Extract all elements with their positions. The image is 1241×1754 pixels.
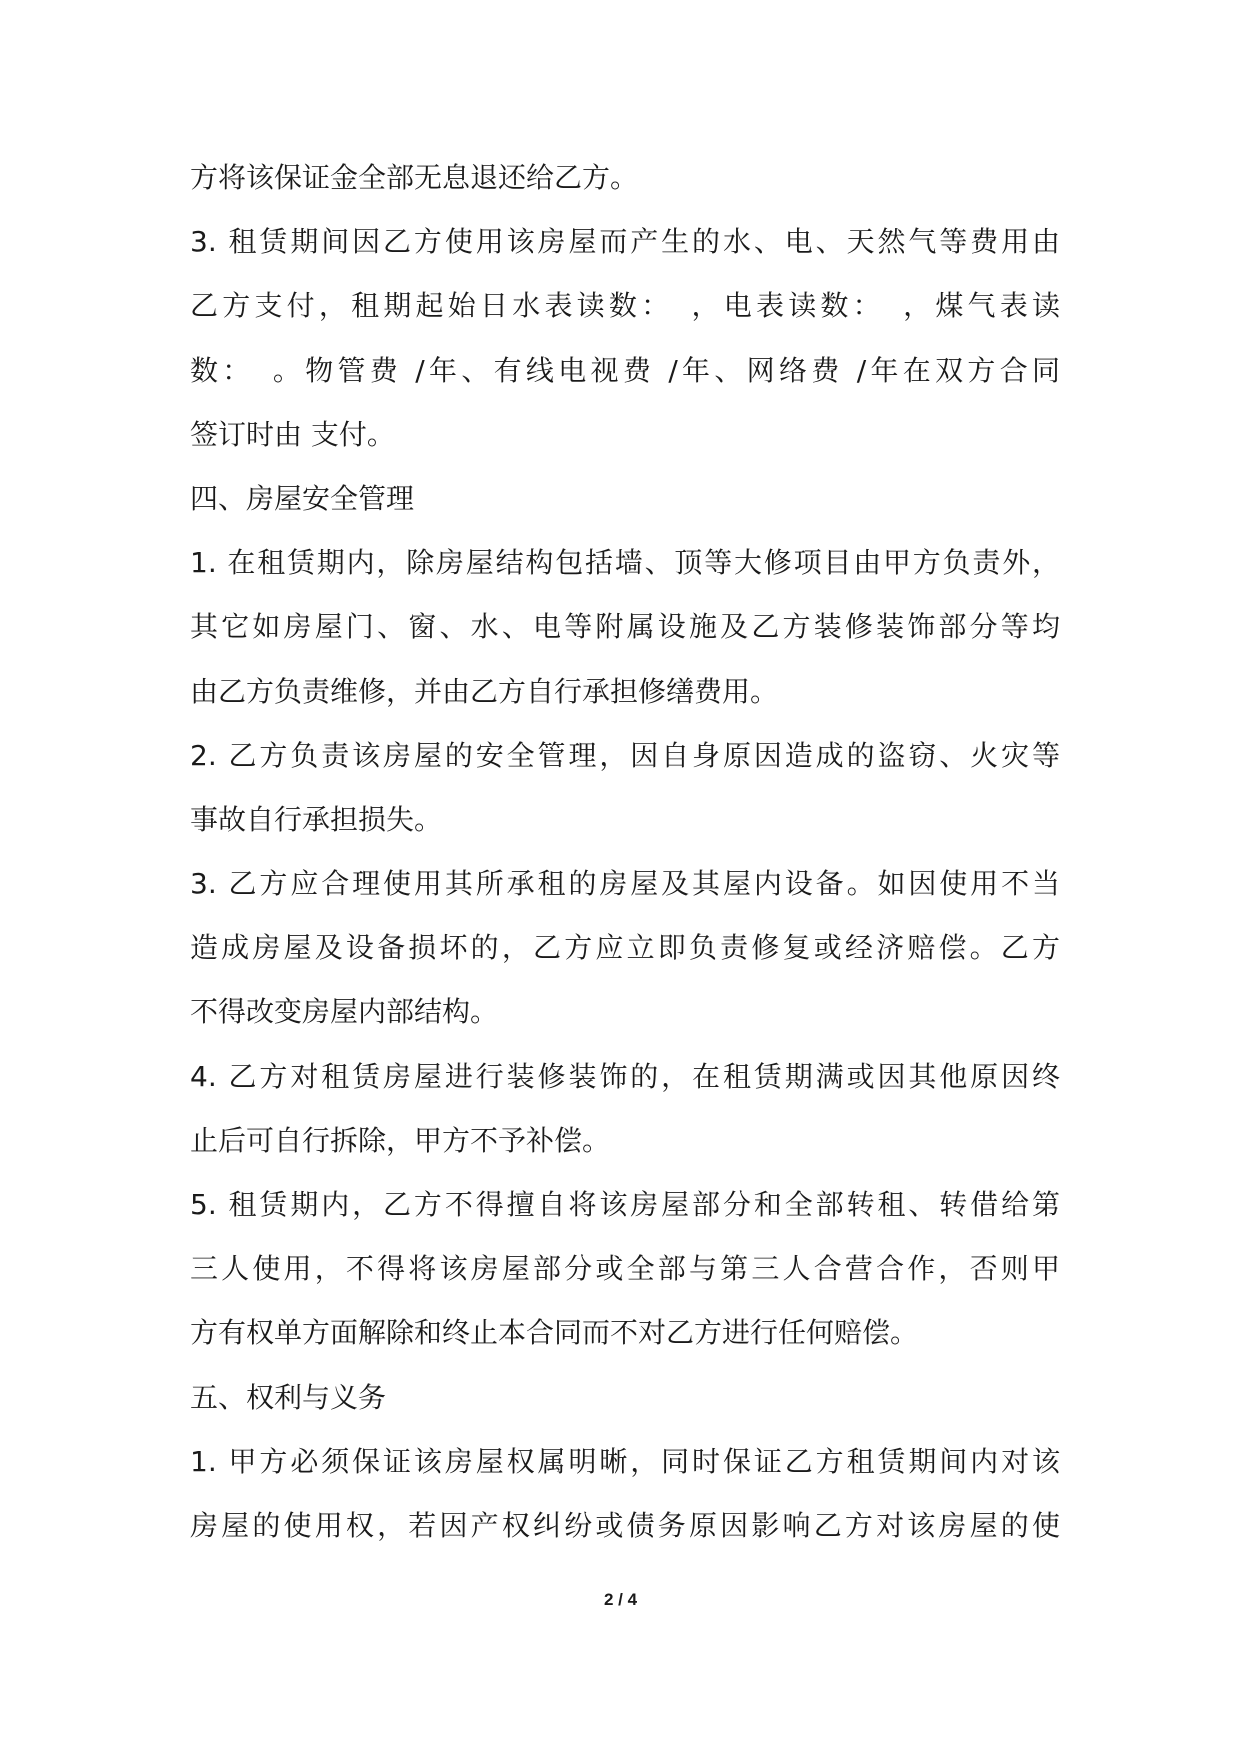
text-line: 乙方支付，租期起始日水表读数： ，电表读数： ，煤气表读	[190, 289, 1060, 323]
text-line: 方有权单方面解除和终止本合同而不对乙方进行任何赔偿。	[190, 1316, 919, 1350]
text-line: 1. 在租赁期内，除房屋结构包括墙、顶等大修项目由甲方负责外，	[190, 546, 1060, 580]
text-line: 其它如房屋门、窗、水、电等附属设施及乙方装修装饰部分等均	[190, 610, 1060, 644]
text-line: 3. 租赁期间因乙方使用该房屋而产生的水、电、天然气等费用由	[190, 225, 1060, 259]
text-line: 签订时由 支付。	[190, 417, 395, 451]
text-line: 3. 乙方应合理使用其所承租的房屋及其屋内设备。如因使用不当	[190, 867, 1060, 901]
text-line: 五、权利与义务	[190, 1380, 387, 1414]
text-line: 造成房屋及设备损坏的，乙方应立即负责修复或经济赔偿。乙方	[190, 931, 1060, 965]
text-line: 1. 甲方必须保证该房屋权属明晰，同时保证乙方租赁期间内对该	[190, 1444, 1060, 1478]
text-line: 止后可自行拆除，甲方不予补偿。	[190, 1123, 611, 1157]
text-line: 三人使用，不得将该房屋部分或全部与第三人合营合作，否则甲	[190, 1252, 1060, 1286]
text-line: 四、房屋安全管理	[190, 481, 415, 515]
text-line: 方将该保证金全部无息退还给乙方。	[190, 161, 639, 194]
document-body	[190, 146, 1060, 1558]
text-line: 2. 乙方负责该房屋的安全管理，因自身原因造成的盗窃、火灾等	[190, 738, 1060, 772]
text-line: 4. 乙方对租赁房屋进行装修装饰的，在租赁期满或因其他原因终	[190, 1059, 1060, 1093]
text-line: 不得改变房屋内部结构。	[190, 995, 499, 1029]
page-number: 2 / 4	[603, 1590, 638, 1609]
text-line: 5. 租赁期内，乙方不得擅自将该房屋部分和全部转租、转借给第	[190, 1188, 1060, 1221]
text-line: 房屋的使用权，若因产权纠纷或债务原因影响乙方对该房屋的使	[190, 1508, 1060, 1542]
text-line: 数： 。物管费 /年、有线电视费 /年、网络费 /年在双方合同	[190, 353, 1060, 387]
text-line: 事故自行承担损失。	[190, 802, 443, 836]
text-line: 由乙方负责维修，并由乙方自行承担修缮费用。	[190, 674, 779, 708]
